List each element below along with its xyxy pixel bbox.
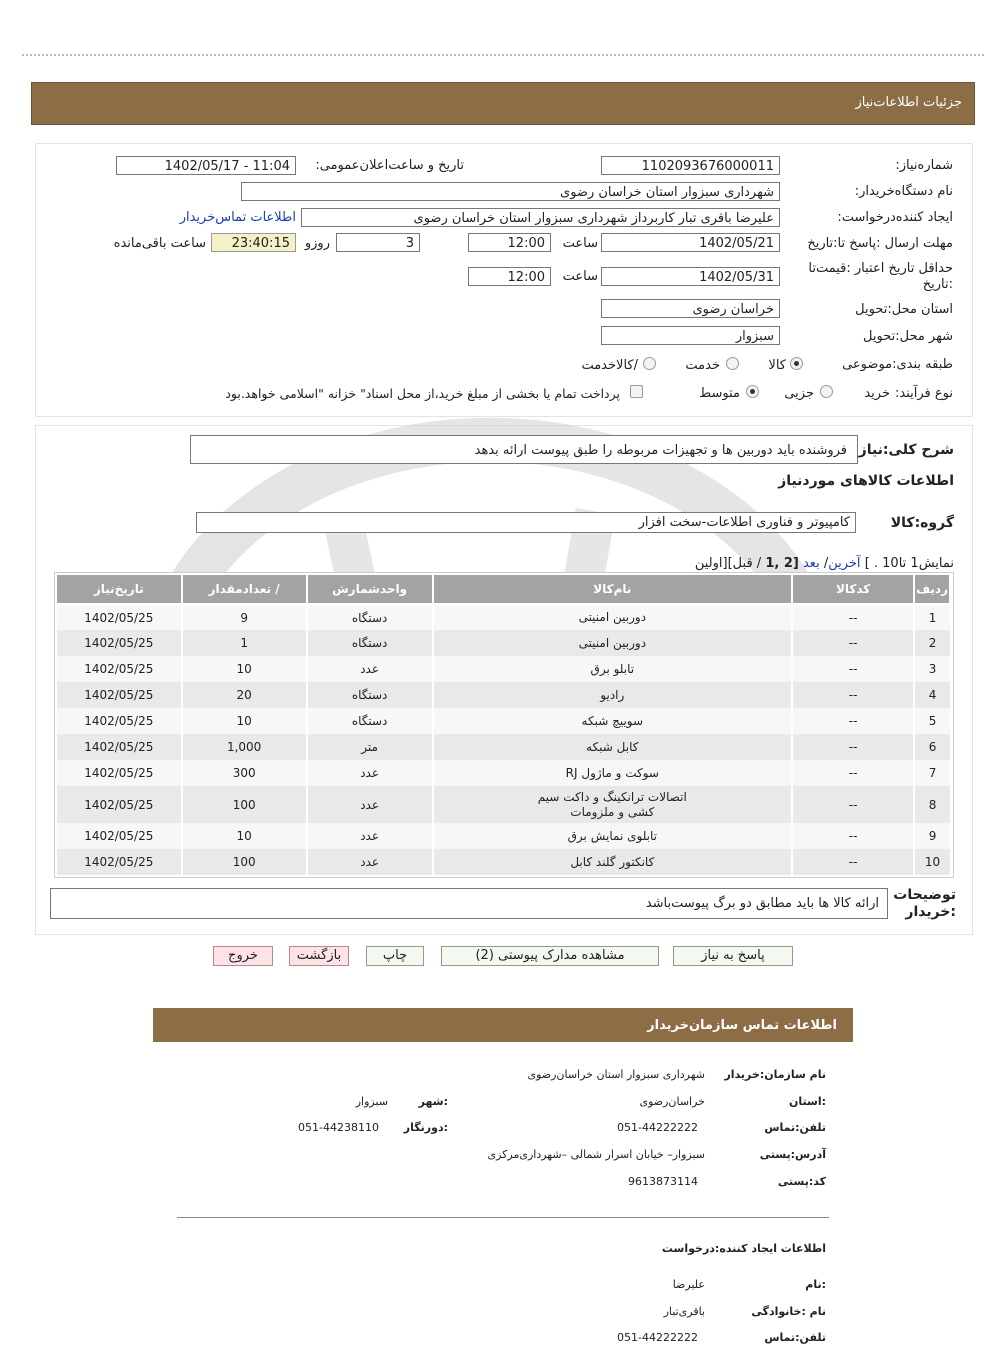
contact-divider (177, 1217, 829, 1218)
row-number: 9 (914, 823, 950, 849)
goods-info-title: اطلاعات کالاهای موردنیاز (778, 473, 954, 489)
creator-family-label: نام :خانوادگی (751, 1305, 826, 1318)
row-date: 1402/05/25 (56, 604, 182, 630)
page-header (31, 82, 975, 125)
category-radio-goods[interactable] (790, 357, 803, 370)
table-row (56, 823, 950, 849)
row-qty: 10 (182, 823, 307, 849)
goods-table-header (56, 574, 950, 604)
creator-name-value: علیرضا (672, 1278, 705, 1291)
row-date: 1402/05/25 (56, 656, 182, 682)
category-label: طبقه بندی:موضوعی (842, 357, 953, 372)
contact-fax-value: 051-44238110 (298, 1121, 379, 1134)
row-number: 10 (914, 849, 950, 875)
need-number-label: شماره‌نیاز: (895, 158, 953, 173)
contact-org-value: شهرداری سبزوار استان خراسان‌رضوی (527, 1068, 705, 1081)
contact-postal-value: 9613873114 (628, 1175, 698, 1188)
page-title: جزئیات اطلاعات‌نیاز (855, 95, 962, 110)
row-code: -- (792, 630, 914, 656)
category-option-service: خدمت (685, 358, 720, 373)
row-qty: 1 (182, 630, 307, 656)
row-unit: عدد (307, 786, 433, 823)
creator-name-label: :نام (805, 1278, 826, 1291)
col-name: نام‌کالا (433, 574, 793, 604)
row-name: رادیو (433, 682, 793, 708)
pager-prev-first[interactable]: / قبل][اولین (694, 556, 762, 571)
announce-field: 1402/05/17 - 11:04 (116, 156, 296, 175)
remaining-time-field: 23:40:15 (211, 233, 296, 252)
row-qty: 10 (182, 656, 307, 682)
pager-last-link[interactable]: آخرین (828, 556, 861, 571)
pager-pages[interactable]: [2 ,1 (765, 556, 799, 571)
category-option-goods: کالا (768, 358, 786, 373)
deadline-time-field: 12:00 (468, 233, 551, 252)
row-unit: دستگاه (307, 682, 433, 708)
row-number: 7 (914, 760, 950, 786)
buyer-contact-header (153, 1008, 853, 1042)
contact-phone-label: تلفن:تماس (764, 1121, 826, 1134)
buyer-notes-field (50, 888, 888, 919)
buyer-notes-label: توضیحات :خریدار (893, 887, 956, 920)
row-unit: عدد (307, 849, 433, 875)
row-code: -- (792, 682, 914, 708)
row-name: تابلوی نمایش برق (433, 823, 793, 849)
deadline-label: مهلت ارسال :پاسخ تا:تاریخ (807, 236, 953, 251)
table-row (56, 630, 950, 656)
row-date: 1402/05/25 (56, 760, 182, 786)
buyer-contact-link[interactable]: اطلاعات تماس‌خریدار (179, 210, 296, 225)
buyer-org-field: شهرداری سبزوار استان خراسان رضوی (241, 182, 780, 201)
category-radio-service[interactable] (726, 357, 739, 370)
row-unit: عدد (307, 760, 433, 786)
summary-field: فروشنده باید دوربین ها و تجهیزات مربوطه را طبق پیوست ارائه بدهد (190, 435, 858, 464)
pager: نمایش1 تا10 . ] آخرین/ بعد [2 ,1 / قبل][اولین (694, 556, 954, 571)
col-row: ردیف (914, 574, 950, 604)
row-unit: دستگاه (307, 604, 433, 630)
row-code: -- (792, 708, 914, 734)
row-number: 4 (914, 682, 950, 708)
announce-label: تاریخ و ساعت‌اعلان‌عمومی: (315, 158, 464, 173)
contact-phone-value: 051-44222222 (617, 1121, 698, 1134)
row-name: دوربین امنیتی (433, 630, 793, 656)
contact-address-label: آدرس:پستی (759, 1148, 826, 1161)
row-code: -- (792, 734, 914, 760)
creator-field: علیرضا باقری تبار کاربرداز شهرداری سبزوار استان خراسان رضوی (301, 208, 780, 227)
table-row (56, 734, 950, 760)
row-qty: 100 (182, 849, 307, 875)
validity-time-label: ساعت (562, 269, 598, 284)
city-field: سبزوار (601, 326, 780, 345)
treasury-text: پرداخت تمام یا بخشی از مبلغ خرید،از محل اسناد" خزانه "اسلامی خواهد.بود (225, 386, 620, 401)
col-code: کدکالا (792, 574, 914, 604)
city-label: شهر محل:تحویل (863, 329, 953, 344)
col-unit: واحدشمارش (307, 574, 433, 604)
row-number: 8 (914, 786, 950, 823)
summary-label: شرح کلی:نیاز (858, 442, 954, 458)
row-unit: دستگاه (307, 630, 433, 656)
creator-phone-value: 051-44222222 (617, 1331, 698, 1344)
row-qty: 100 (182, 786, 307, 823)
row-name: کابل شبکه (433, 734, 793, 760)
process-option-medium: متوسط (699, 386, 740, 401)
pager-range: نمایش1 تا10 . ] (864, 556, 954, 571)
row-number: 5 (914, 708, 950, 734)
row-date: 1402/05/25 (56, 682, 182, 708)
table-row (56, 786, 950, 823)
contact-province-value: خراسان‌رضوی (639, 1095, 705, 1108)
row-number: 3 (914, 656, 950, 682)
row-name: سوییچ شبکه (433, 708, 793, 734)
print-button[interactable]: چاپ (366, 946, 424, 966)
row-unit: دستگاه (307, 708, 433, 734)
days-field: 3 (336, 233, 420, 252)
buyer-notes-text: ارائه کالا ها باید مطابق دو برگ پیوست‌باشد (645, 896, 879, 911)
creator-info-title: اطلاعات ایجاد کننده:درخواست (661, 1242, 826, 1255)
table-row (56, 849, 950, 875)
deadline-date-field: 1402/05/21 (601, 233, 780, 252)
province-label: استان محل:تحویل (855, 302, 953, 317)
table-row (56, 682, 950, 708)
row-qty: 9 (182, 604, 307, 630)
validity-date-field: 1402/05/31 (601, 267, 780, 286)
process-option-minor: جزیی (784, 386, 814, 401)
reply-button[interactable]: پاسخ به نیاز (673, 946, 793, 966)
category-radio-both[interactable] (643, 357, 656, 370)
back-button[interactable]: بازگشت (289, 946, 349, 966)
row-code: -- (792, 656, 914, 682)
validity-label: حداقل تاریخ اعتبار :قیمت‌تا :تاریخ (808, 261, 953, 292)
creator-label: ایجاد کننده‌درخواست: (837, 210, 953, 225)
goods-group-label: گروه:کالا (890, 515, 954, 531)
row-date: 1402/05/25 (56, 708, 182, 734)
province-field: خراسان رضوی (601, 299, 780, 318)
exit-button[interactable]: خروج (213, 946, 273, 966)
row-number: 1 (914, 604, 950, 630)
goods-group-field: کامپیوتر و فناوری اطلاعات-سخت افزار (196, 512, 856, 533)
table-row (56, 604, 950, 630)
table-row (56, 708, 950, 734)
row-code: -- (792, 786, 914, 823)
row-name: اتصالات ترانکینگ و داکت سیم کشی و ملزومات (433, 786, 793, 823)
top-divider (22, 54, 984, 56)
pager-next-link[interactable]: بعد (802, 556, 820, 571)
deadline-time-label: ساعت (562, 236, 598, 251)
process-type-buy: خرید (864, 386, 890, 401)
contact-postal-label: کد:پستی (777, 1175, 826, 1188)
process-label: نوع فرآیند: (895, 386, 953, 401)
process-radio-minor[interactable] (820, 385, 833, 398)
row-date: 1402/05/25 (56, 734, 182, 760)
row-code: -- (792, 849, 914, 875)
row-qty: 1,000 (182, 734, 307, 760)
buyer-org-label: نام دستگاه‌خریدار: (854, 184, 953, 199)
row-qty: 300 (182, 760, 307, 786)
buyer-contact-title: اطلاعات تماس سازمان‌خریدار (647, 1018, 837, 1033)
treasury-checkbox[interactable] (630, 385, 643, 398)
process-radio-medium[interactable] (746, 385, 759, 398)
goods-table-frame (54, 572, 954, 878)
remaining-label: ساعت باقی‌مانده (113, 236, 206, 251)
row-unit: متر (307, 734, 433, 760)
row-number: 2 (914, 630, 950, 656)
row-name: دوربین امنیتی (433, 604, 793, 630)
validity-time-field: 12:00 (468, 267, 551, 286)
row-qty: 10 (182, 708, 307, 734)
attachments-button[interactable]: مشاهده مدارک پیوستی (2) (441, 946, 659, 966)
contact-org-label: نام سازمان:خریدار (724, 1068, 826, 1081)
row-code: -- (792, 760, 914, 786)
row-name: تابلو برق (433, 656, 793, 682)
contact-city-value: سبزوار (355, 1095, 388, 1108)
creator-phone-label: تلفن:تماس (764, 1331, 826, 1344)
row-number: 6 (914, 734, 950, 760)
contact-fax-label: :دورنگار (403, 1121, 448, 1134)
col-date: تاریخ‌نیاز (56, 574, 182, 604)
row-date: 1402/05/25 (56, 786, 182, 823)
row-code: -- (792, 823, 914, 849)
row-code: -- (792, 604, 914, 630)
contact-address-value: سبزوار– خیابان اسرار شمالی –شهرداری‌مرکزی (487, 1148, 705, 1161)
goods-table (55, 573, 951, 875)
row-date: 1402/05/25 (56, 823, 182, 849)
contact-province-label: :استان (789, 1095, 826, 1108)
creator-family-value: باقری‌تبار (663, 1305, 705, 1318)
row-date: 1402/05/25 (56, 630, 182, 656)
col-qty: / تعدادمقدار (182, 574, 307, 604)
table-row (56, 760, 950, 786)
category-option-both: /کالاخدمت (581, 358, 638, 373)
row-date: 1402/05/25 (56, 849, 182, 875)
table-row (56, 656, 950, 682)
row-qty: 20 (182, 682, 307, 708)
row-unit: عدد (307, 823, 433, 849)
row-unit: عدد (307, 656, 433, 682)
row-name: سوکت و ماژول RJ (433, 760, 793, 786)
contact-city-label: :شهر (418, 1095, 448, 1108)
days-label: روزو (304, 236, 330, 251)
row-name: کانکتور گلند کابل (433, 849, 793, 875)
need-number-field: 1102093676000011 (601, 156, 780, 175)
